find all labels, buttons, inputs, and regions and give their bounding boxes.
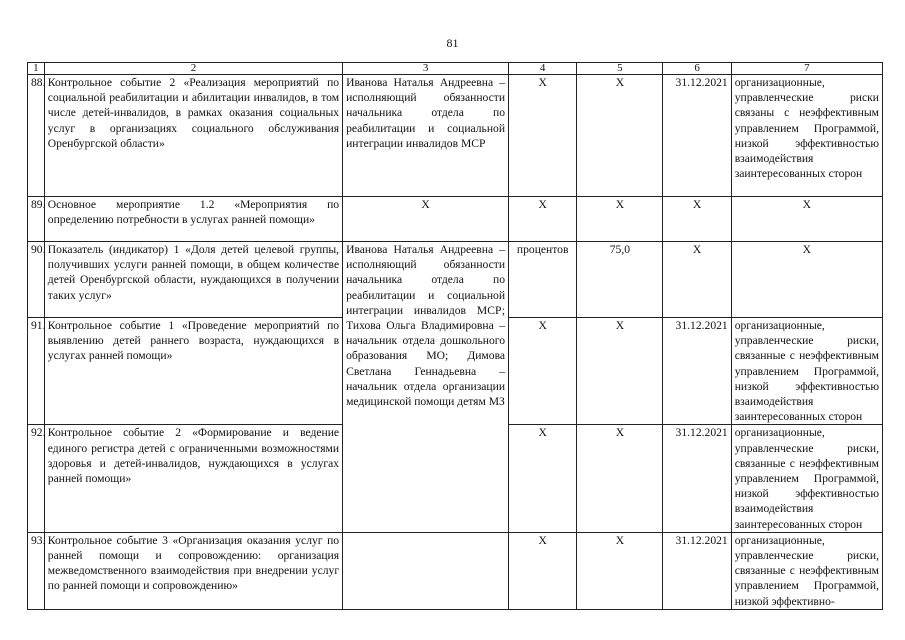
responsible-person: Иванова Наталья Андреевна – исполняющий обязанности начальника отдела по реабилитации и социальной интеграции инвалидов МСР; Тихова Ольга Владимировна – начальник отдела дошкольного образования МО; Димова Светлана Геннадьевна – начальник отдела организации медицинской помощи детям МЗ [343, 242, 509, 533]
risk-cell: организационные, управленческие риски, связанные с неэффективным управлением Программой, низкой эффективно- [731, 532, 882, 609]
deadline-cell: 31.12.2021 [663, 75, 731, 197]
column-number: 1 [28, 63, 45, 75]
responsible-person [343, 532, 509, 609]
value-cell: 75,0 [577, 242, 663, 318]
responsible-person: Х [343, 197, 509, 242]
risk-cell: Х [731, 197, 882, 242]
risk-cell: организационные, управленческие риски, связанные с неэффективным управлением Программой, низкой эффективностью взаимодействия заинтересованных сторон [731, 425, 882, 532]
value-cell: Х [577, 532, 663, 609]
event-name: Контрольное событие 1 «Проведение мероприятий по выявлению детей раннего возраста, нуждающихся в услугах ранней помощи» [44, 318, 342, 425]
unit-cell: Х [509, 425, 577, 532]
column-number: 7 [731, 63, 882, 75]
column-number: 2 [44, 63, 342, 75]
row-number: 91. [28, 318, 45, 425]
unit-cell: Х [509, 532, 577, 609]
unit-cell: Х [509, 318, 577, 425]
risk-cell: Х [731, 242, 882, 318]
unit-cell: процентов [509, 242, 577, 318]
deadline-cell: Х [663, 242, 731, 318]
column-number: 6 [663, 63, 731, 75]
unit-cell: Х [509, 197, 577, 242]
unit-cell: Х [509, 75, 577, 197]
event-name: Контрольное событие 2 «Формирование и ведение единого регистра детей с ограниченными возможностями здоровья и детей-инвалидов, нуждающихся в услугах ранней помощи» [44, 425, 342, 532]
table-row [28, 532, 883, 609]
value-cell: Х [577, 197, 663, 242]
deadline-cell: 31.12.2021 [663, 532, 731, 609]
table-row [28, 75, 883, 197]
column-number-row [28, 63, 883, 75]
value-cell: Х [577, 318, 663, 425]
value-cell: Х [577, 425, 663, 532]
column-number: 5 [577, 63, 663, 75]
page-number: 81 [446, 36, 459, 50]
row-number: 90. [28, 242, 45, 318]
deadline-cell: 31.12.2021 [663, 318, 731, 425]
deadline-cell: Х [663, 197, 731, 242]
event-name: Контрольное событие 2 «Реализация мероприятий по социальной реабилитации и абилитации инвалидов, в том числе детей-инвалидов, в рамках оказания социальных услуг в организациях социального обслуживания Оренбургской области» [44, 75, 342, 197]
responsible-person: Иванова Наталья Андреевна – исполняющий обязанности начальника отдела по реабилитации и социальной интеграции инвалидов МСР [343, 75, 509, 197]
row-number: 88. [28, 75, 45, 197]
event-name: Основное мероприятие 1.2 «Мероприятия по определению потребности в услугах ранней помощи» [44, 197, 342, 242]
deadline-cell: 31.12.2021 [663, 425, 731, 532]
program-table [27, 62, 883, 610]
value-cell: Х [577, 75, 663, 197]
risk-cell: организационные, управленческие риски связаны с неэффективным управлением Программой, низкой эффективностью взаимодействия заинтересованных сторон [731, 75, 882, 197]
indicator-name: Показатель (индикатор) 1 «Доля детей целевой группы, получивших услуги ранней помощи, в общем количестве детей Оренбургской области, нуждающихся в получении таких услуг» [44, 242, 342, 318]
column-number: 3 [343, 63, 509, 75]
row-number: 93. [28, 532, 45, 609]
risk-cell: организационные, управленческие риски, связанные с неэффективным управлением Программой, низкой эффективностью взаимодействия заинтересованных сторон [731, 318, 882, 425]
row-number: 92. [28, 425, 45, 532]
table-row [28, 197, 883, 242]
table-row [28, 242, 883, 318]
event-name: Контрольное событие 3 «Организация оказания услуг по ранней помощи и сопровождению: организация межведомственного взаимодействия при внедрении услуг по ранней помощи и сопровождению» [44, 532, 342, 609]
column-number: 4 [509, 63, 577, 75]
row-number: 89. [28, 197, 45, 242]
